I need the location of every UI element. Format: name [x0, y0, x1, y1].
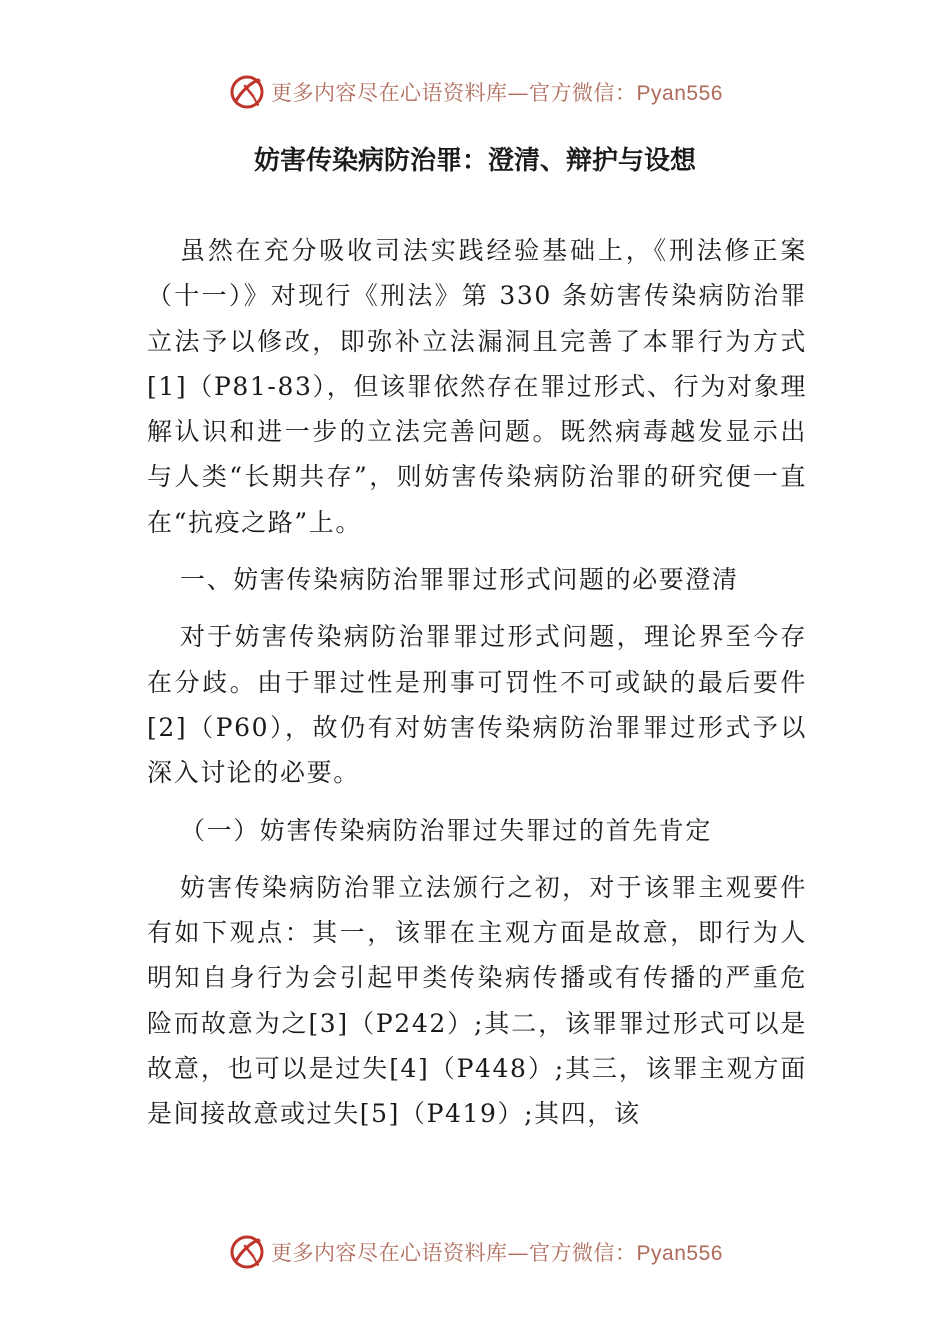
header-wechat-id: Pyan556 [636, 82, 723, 105]
document-title: 妨害传染病防治罪：澄清、辩护与设想 [253, 146, 696, 176]
footer-banner-text: 更多内容尽在心语资料库—官方微信：Pyan556 [271, 1241, 723, 1265]
logo-icon [227, 72, 267, 112]
subsection-heading: （一）妨害传染病防治罪过失罪过的首先肯定 [180, 815, 713, 845]
document-body [147, 228, 807, 1149]
paragraph: 虽然在充分吸收司法实践经验基础上，《刑法修正案（十一）》对现行《刑法》第 330 条妨害传染病防治罪立法予以修改，即弥补立法漏洞且完善了本罪行为方式[1]（P81-83），但该罪依然存在罪过形式、行为对象理解认识和进一步的立法完善问题。既然病毒越发显示出与人类“长期共存”，则妨害传染病防治罪的研究便一直在“抗疫之路”上。 [147, 236, 807, 537]
footer-wechat-id: Pyan556 [636, 1242, 723, 1265]
paragraph: 妨害传染病防治罪立法颁行之初，对于该罪主观要件有如下观点：其一，该罪在主观方面是故意，即行为人明知自身行为会引起甲类传染病传播或有传播的严重危险而故意为之[3]（P242）;其二，该罪罪过形式可以是故意，也可以是过失[4]（P448）;其三，该罪主观方面是间接故意或过失[5]（P419）;其四，该 [147, 872, 807, 1129]
section-heading: 一、妨害传染病防治罪罪过形式问题的必要澄清 [180, 565, 739, 595]
footer-banner [0, 1228, 950, 1276]
header-banner-text: 更多内容尽在心语资料库—官方微信：Pyan556 [271, 81, 723, 105]
paragraph: 对于妨害传染病防治罪罪过形式问题，理论界至今存在分歧。由于罪过性是刑事可罚性不可或缺的最后要件[2]（P60），故仍有对妨害传染病防治罪罪过形式予以深入讨论的必要。 [147, 622, 807, 788]
logo-icon [227, 1232, 267, 1272]
header-banner [0, 68, 950, 116]
